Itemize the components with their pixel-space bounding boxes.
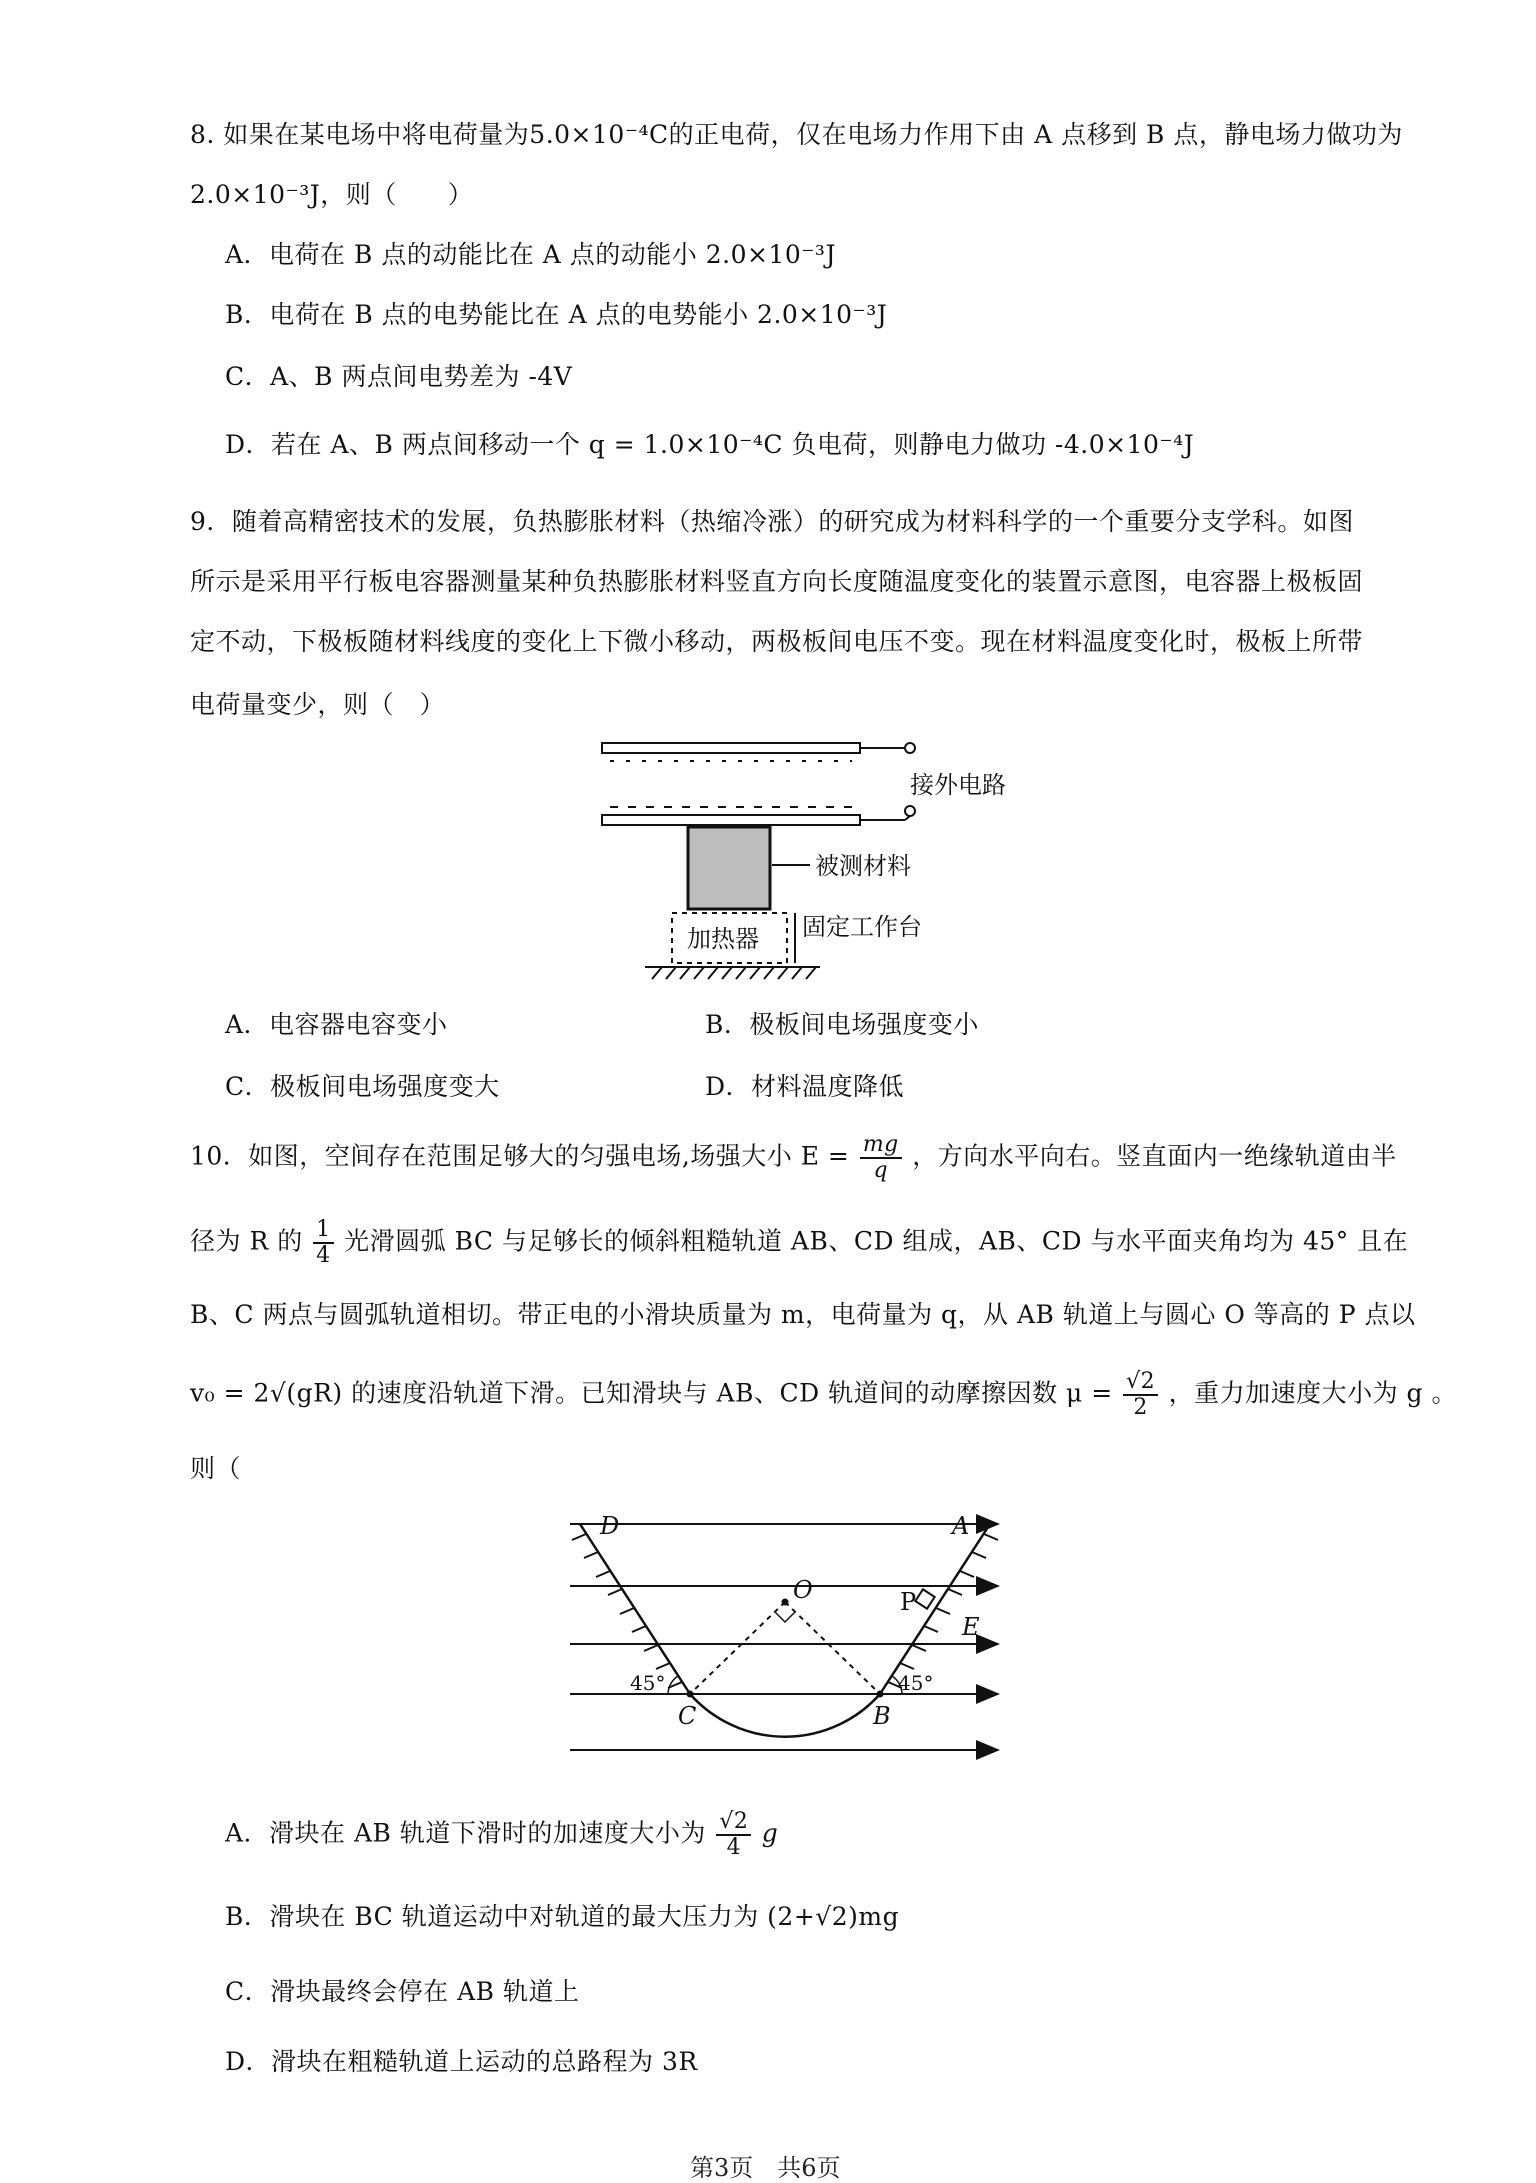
page-footer: 第3页 共6页: [690, 2154, 841, 2182]
upper-terminal: [905, 743, 915, 753]
fraction-denominator: 4: [316, 1243, 331, 1268]
q10-stem-line5: 则（: [190, 1454, 242, 1483]
q9-stem-line1: 9．随着高精密技术的发展，负热膨胀材料（热缩冷涨）的研究成为材料科学的一个重要分支学科。如图: [190, 507, 1354, 536]
q10-stem-line1: [190, 1133, 1397, 1183]
track-cd-hatching: [572, 1534, 682, 1688]
radius-oc: [690, 1602, 785, 1694]
capacitor-diagram: [590, 735, 1006, 1005]
center-o: [782, 1599, 789, 1606]
right-angle-mark: [775, 1612, 795, 1622]
q8-stem-line1: 8. 如果在某电场中将电荷量为5.0×10⁻⁴C的正电荷，仅在电场力作用下由 A 点移到 B 点，静电场力做功为: [190, 120, 1403, 149]
q9-stem-line4: 电荷量变少，则（ ）: [190, 690, 446, 719]
q9-stem-line2: 所示是采用平行板电容器测量某种负热膨胀材料竖直方向长度随温度变化的装置示意图，电容器上极板固: [190, 567, 1364, 596]
label-angle-left: 45°: [630, 1671, 666, 1695]
stage-hatching: [652, 967, 816, 979]
point-c: [687, 1691, 694, 1698]
label-p: P: [900, 1588, 917, 1616]
q9-option-c: C．极板间电场强度变大: [225, 1072, 500, 1101]
label-b: B: [873, 1702, 891, 1730]
q10-line2-part-b: 光滑圆弧 BC 与足够长的倾斜粗糙轨道 AB、CD 组成，AB、CD 与水平面夹角均为 45° 且在: [344, 1226, 1409, 1256]
label-circuit: 接外电路: [910, 771, 1006, 799]
lower-lead-bend: [905, 816, 910, 820]
label-c: C: [678, 1702, 697, 1730]
q9-option-b: B．极板间电场强度变小: [705, 1010, 979, 1039]
fraction-sqrt2-over-2: [1123, 1370, 1158, 1420]
label-heater: 加热器: [687, 925, 759, 953]
label-stage: 固定工作台: [802, 913, 922, 941]
q10-line1-part-b: ，方向水平向右。竖直面内一绝缘轨道由半: [912, 1141, 1397, 1171]
q10-line1-part-a: 10．如图，空间存在范围足够大的匀强电场,场强大小 E =: [190, 1141, 850, 1171]
q10-option-d: D．滑块在粗糙轨道上运动的总路程为 3R: [225, 2047, 698, 2076]
q10-option-a: [225, 1810, 778, 1860]
q10-option-a-part-a: A．滑块在 AB 轨道下滑时的加速度大小为: [225, 1818, 706, 1848]
slider-p: [915, 1589, 934, 1608]
lower-plate: [602, 815, 860, 825]
fraction-sqrt2-over-4: [716, 1810, 751, 1860]
fraction-denominator: q: [873, 1158, 889, 1183]
q9-option-a: A．电容器电容变小: [225, 1010, 448, 1039]
q10-figure: [560, 1510, 1010, 1760]
field-lines: [570, 1524, 998, 1750]
q9-option-d: D．材料温度降低: [705, 1072, 905, 1101]
fraction-mg-q: [860, 1133, 902, 1183]
q10-stem-line3: B、C 两点与圆弧轨道相切。带正电的小滑块质量为 m，电荷量为 q，从 AB 轨道上与圆心 O 等高的 P 点以: [190, 1300, 1416, 1329]
q8-option-d: D．若在 A、B 两点间移动一个 q = 1.0×10⁻⁴C 负电荷，则静电力做功 -4.0×10⁻⁴J: [225, 430, 1195, 459]
label-a: A: [952, 1512, 970, 1540]
upper-plate: [602, 743, 860, 753]
lower-terminal: [905, 806, 915, 816]
fraction-numerator: 1: [313, 1218, 334, 1244]
track-ab: [880, 1524, 990, 1694]
fraction-one-quarter: [313, 1218, 334, 1268]
q10-stem-line4: [190, 1370, 1457, 1420]
q10-line2-part-a: 径为 R 的: [190, 1226, 303, 1256]
q8-option-c: C．A、B 两点间电势差为 -4V: [225, 362, 573, 391]
q9-stem-line3: 定不动，下极板随材料线度的变化上下微小移动，两极板间电压不变。现在材料温度变化时，极板上所带: [190, 627, 1364, 656]
q9-figure: [590, 735, 1006, 1005]
track-cd: [580, 1524, 690, 1694]
test-material: [688, 827, 770, 909]
q10-line4-part-b: ，重力加速度大小为 g 。: [1168, 1378, 1458, 1408]
label-d: D: [600, 1512, 620, 1540]
fraction-numerator: √2: [1123, 1370, 1158, 1396]
point-b: [877, 1691, 884, 1698]
fraction-denominator: 4: [726, 1835, 742, 1860]
label-e: E: [962, 1613, 980, 1641]
fraction-denominator: 2: [1133, 1395, 1148, 1420]
label-o: O: [793, 1576, 813, 1604]
q8-stem-line2: 2.0×10⁻³J，则（ ）: [190, 180, 474, 209]
label-angle-right: 45°: [898, 1671, 934, 1695]
label-material: 被测材料: [815, 852, 911, 880]
fraction-numerator: mg: [860, 1133, 902, 1159]
q8-option-a: A．电荷在 B 点的动能比在 A 点的动能小 2.0×10⁻³J: [225, 240, 836, 269]
fraction-numerator: √2: [716, 1810, 751, 1836]
q8-option-b: B．电荷在 B 点的电势能比在 A 点的电势能小 2.0×10⁻³J: [225, 300, 888, 329]
q10-option-b: B．滑块在 BC 轨道运动中对轨道的最大压力为 (2+√2)mg: [225, 1902, 900, 1931]
radius-ob: [785, 1602, 880, 1694]
q10-stem-line2: [190, 1218, 1408, 1268]
q10-line4-part-a: v₀ = 2√(gR) 的速度沿轨道下滑。已知滑块与 AB、CD 轨道间的动摩擦因数 μ =: [190, 1378, 1113, 1408]
arc-bc: [690, 1694, 880, 1737]
q10-option-a-part-b: g: [761, 1818, 779, 1848]
track-diagram: [560, 1510, 1010, 1760]
q10-option-c: C．滑块最终会停在 AB 轨道上: [225, 1977, 580, 2006]
